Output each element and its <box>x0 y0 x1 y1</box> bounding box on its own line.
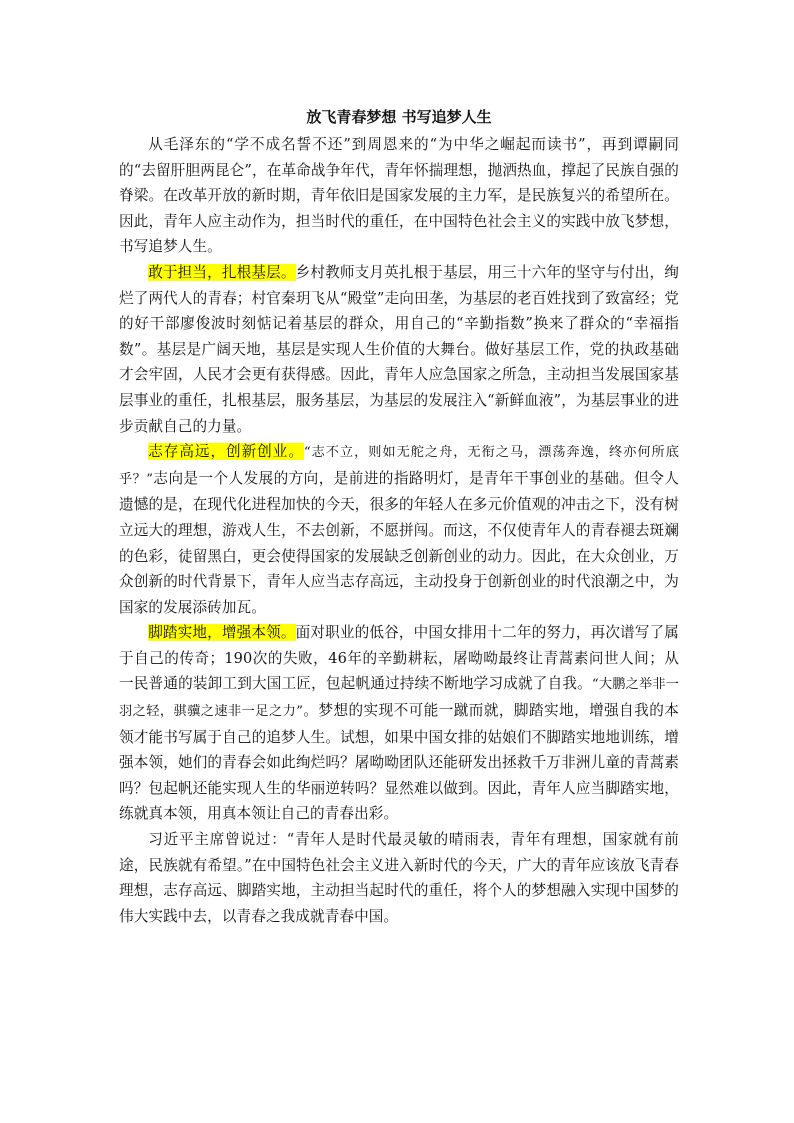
paragraph-grassroots <box>119 260 679 439</box>
paragraph-ambition <box>119 439 679 620</box>
quotation: “志不立，则如无舵之舟，无衔之马，漂荡奔逸，终亦何所底乎？” <box>119 445 679 487</box>
document-title: 放飞青春梦想 书写追梦人生 <box>306 108 492 126</box>
document-page <box>119 104 679 929</box>
paragraph-text: 志向是一个人发展的方向，是前进的指路明灯，是青年干事创业的基础。但令人遗憾的是，在现代化进程加快的今天，很多的年轻人在多元价值观的冲击之下，没有树立远大的理想，游戏人生，不去创新，不愿拼闯。而这，不仅使青年人的青春褪去斑斓的色彩，徒留黑白，更会使得国家的发展缺乏创新创业的动力。因此，在大众创业，万众创新的时代背景下，青年人应当志存高远，主动投身于创新创业的时代浪潮之中，为国家的发展添砖加瓦。 <box>119 469 679 616</box>
paragraph-text: 从毛泽东的“学不成名誓不还”到周恩来的“为中华之崛起而读书”，再到谭嗣同的“去留肝胆两昆仑”，在革命战争年代，青年怀揣理想，抛洒热血，撑起了民族自强的脊梁。在改革开放的新时期，青年依旧是国家发展的主力军，是民族复兴的希望所在。因此，青年人应主动作为，担当时代的重任，在中国特色社会主义的实践中放飞梦想，书写追梦人生。 <box>119 136 679 256</box>
highlighted-heading: 敢于担当，扎根基层。 <box>148 263 296 281</box>
paragraph-intro <box>119 132 679 260</box>
highlighted-heading: 脚踏实地，增强本领。 <box>148 624 296 642</box>
quotation: “大鹏之举非一羽之轻，骐骥之速非一足之力” <box>119 677 679 720</box>
highlighted-heading: 志存高远，创新创业。 <box>148 443 304 461</box>
paragraph-text: 乡村教师支月英扎根于基层，用三十六年的坚守与付出，绚烂了两代人的青春；村官秦玥飞从“殿堂”走向田垄，为基层的老百姓找到了致富经；党的好干部廖俊波时刻惦记着基层的群众，用自己的“辛勤指数”换来了群众的“幸福指数”。基层是广阔天地，基层是实现人生价值的大舞台。做好基层工作，党的执政基础才会牢固，人民才会更有获得感。因此，青年人应急国家之所急，主动担当发展国家基层事业的重任，扎根基层，服务基层，为基层的发展注入“新鲜血液”，为基层事业的进步贡献自己的力量。 <box>119 263 679 435</box>
paragraph-text: 面对职业的低谷，中国女排用十二年的努力，再次谱写了属于自己的传奇；190次的失败，46年的辛勤耕耘，屠呦呦最终让青蒿素问世人间；从一民普通的装卸工到大国工匠，包起帆通过持续不断地学习成就了自我。 <box>119 624 679 693</box>
paragraph-conclusion <box>119 827 679 929</box>
paragraph-text: 习近平主席曾说过：“青年人是时代最灵敏的晴雨表，青年有理想，国家就有前途，民族就有希望。”在中国特色社会主义进入新时代的今天，广大的青年应该放飞青春理想，志存高远、脚踏实地，主动担当起时代的重任，将个人的梦想融入实现中国梦的伟大实践中去，以青春之我成就青春中国。 <box>119 831 679 925</box>
paragraph-down-to-earth <box>119 620 679 827</box>
paragraph-text: 。梦想的实现不可能一蹴而就，脚踏实地，增强自我的本领才能书写属于自己的追梦人生。试想，如果中国女排的姑娘们不脚踏实地地训练，增强本领，她们的青春会如此绚烂吗？屠呦呦团队还能研发出拯救千万非洲儿童的青蒿素吗？包起帆还能实现人生的华丽逆转吗？显然难以做到。因此，青年人应当脚踏实地，练就真本领，用真本领让自己的青春出彩。 <box>119 702 679 823</box>
